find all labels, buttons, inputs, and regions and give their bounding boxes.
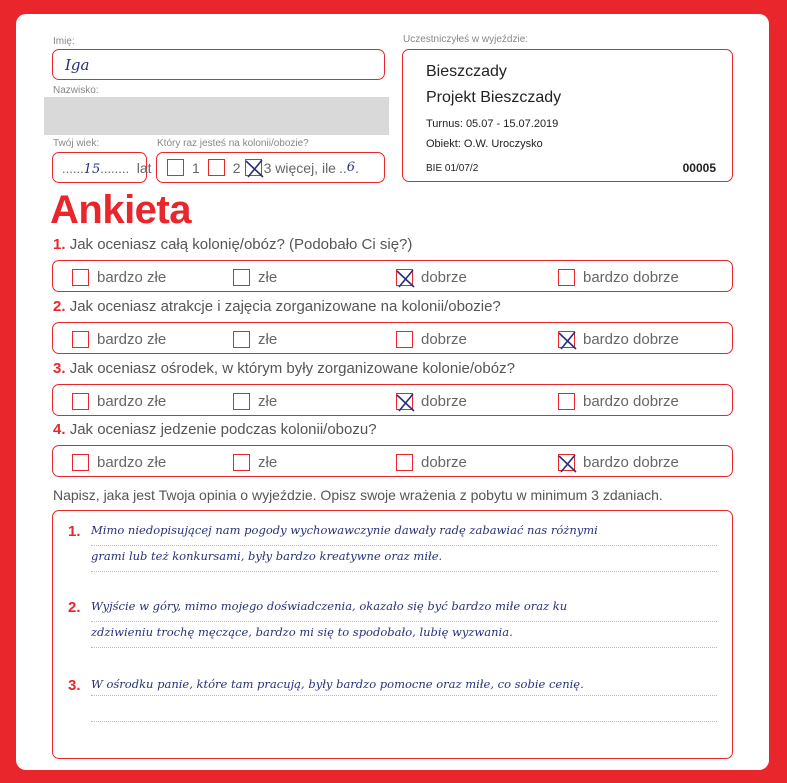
option-1[interactable]: [72, 267, 166, 287]
check-mark-icon: [557, 330, 578, 351]
question-2-options: [52, 322, 733, 354]
name-value: Iga: [65, 56, 90, 74]
age-field[interactable]: [52, 152, 152, 183]
option-4[interactable]: [558, 391, 679, 411]
answer-text: zdziwieniu trochę męczące, bardzo mi się to spodobało, lubię wyzwania.: [91, 625, 513, 639]
camp-ref: BIE 01/07/2: [426, 163, 479, 174]
camp-code: 00005: [682, 161, 716, 175]
option-1[interactable]: [72, 391, 166, 411]
option-checkbox[interactable]: [72, 454, 89, 471]
option-checkbox[interactable]: [396, 454, 413, 471]
survey-title: Ankieta: [50, 188, 191, 232]
option-4[interactable]: [558, 452, 679, 472]
option-2[interactable]: [233, 452, 277, 472]
answer-text: Wyjście w góry, mimo mojego doświadczenia, okazało się być bardzo miłe oraz ku: [91, 599, 568, 613]
name-field[interactable]: [52, 49, 385, 80]
option-checkbox[interactable]: [558, 331, 575, 348]
option-2[interactable]: [233, 267, 277, 287]
answer-line: [91, 571, 717, 572]
times-3-checkbox[interactable]: [245, 159, 262, 176]
times-count: 6: [346, 160, 356, 175]
check-mark-icon: [557, 453, 578, 474]
option-checkbox[interactable]: [558, 454, 575, 471]
answer-number: 3.: [68, 677, 81, 694]
age-value: 15: [83, 162, 101, 177]
question-2: [53, 298, 501, 315]
option-1[interactable]: [72, 452, 166, 472]
name-label: Imię:: [53, 36, 75, 47]
option-label: bardzo dobrze: [583, 453, 679, 471]
check-mark-icon: [395, 392, 416, 413]
option-3[interactable]: [396, 329, 467, 349]
question-text: Jak oceniasz całą kolonię/obóz? (Podobało Ci się?): [69, 236, 413, 253]
camp-project: Projekt Bieszczady: [426, 89, 562, 106]
option-label: bardzo złe: [97, 453, 167, 471]
question-4: [53, 421, 377, 438]
question-text: Jak oceniasz ośrodek, w którym były zorganizowane kolonie/obóz?: [69, 360, 515, 377]
option-checkbox[interactable]: [72, 331, 89, 348]
times-2-label: 2: [232, 159, 241, 176]
answer-number: 2.: [68, 599, 81, 616]
option-label: złe: [258, 330, 278, 348]
question-text: Jak oceniasz atrakcje i zajęcia zorganizowane na kolonii/obozie?: [69, 298, 501, 315]
option-2[interactable]: [233, 329, 277, 349]
option-label: dobrze: [421, 392, 467, 410]
surname-label: Nazwisko:: [53, 85, 99, 96]
times-1-checkbox[interactable]: [167, 159, 184, 176]
option-label: bardzo dobrze: [583, 392, 679, 410]
option-checkbox[interactable]: [233, 393, 250, 410]
question-number: 2.: [53, 298, 66, 315]
check-mark-icon: [395, 268, 416, 289]
question-1-options: [52, 260, 733, 292]
option-checkbox[interactable]: [396, 331, 413, 348]
option-checkbox[interactable]: [558, 269, 575, 286]
option-checkbox[interactable]: [233, 454, 250, 471]
camp-object: Obiekt: O.W. Uroczysko: [426, 138, 543, 150]
option-label: bardzo złe: [97, 330, 167, 348]
option-3[interactable]: [396, 267, 467, 287]
times-tail: .: [355, 159, 359, 176]
times-1-label: 1: [192, 159, 200, 176]
option-label: dobrze: [421, 268, 467, 286]
option-checkbox[interactable]: [72, 393, 89, 410]
answer-text: W ośrodku panie, które tam pracują, były bardzo pomocne oraz miłe, co sobie cenię.: [91, 677, 584, 691]
times-3-label: 3 więcej, ile: [263, 159, 336, 176]
camp-info-box: [402, 49, 733, 182]
camp-name: Bieszczady: [426, 63, 507, 80]
option-label: złe: [258, 392, 278, 410]
option-2[interactable]: [233, 391, 277, 411]
which-time-label: Który raz jesteś na kolonii/obozie?: [157, 138, 309, 149]
question-4-options: [52, 445, 733, 477]
option-1[interactable]: [72, 329, 166, 349]
question-3-options: [52, 384, 733, 416]
option-3[interactable]: [396, 452, 467, 472]
option-checkbox[interactable]: [233, 331, 250, 348]
option-checkbox[interactable]: [233, 269, 250, 286]
option-4[interactable]: [558, 329, 679, 349]
answer-text: grami lub też konkursami, były bardzo kreatywne oraz miłe.: [91, 549, 443, 563]
option-label: dobrze: [421, 330, 467, 348]
opinion-answer-box[interactable]: [52, 510, 733, 759]
question-3: [53, 360, 515, 377]
option-label: bardzo dobrze: [583, 268, 679, 286]
surname-redacted: [44, 97, 389, 135]
option-label: złe: [258, 453, 278, 471]
age-dots-after: ........: [100, 161, 130, 176]
option-label: dobrze: [421, 453, 467, 471]
age-dots-before: ......: [62, 161, 84, 176]
option-checkbox[interactable]: [558, 393, 575, 410]
times-2-checkbox[interactable]: [208, 159, 225, 176]
check-mark-icon: [244, 158, 265, 179]
age-unit: lat: [136, 160, 152, 176]
age-label: Twój wiek:: [53, 138, 100, 149]
option-label: złe: [258, 268, 278, 286]
option-checkbox[interactable]: [72, 269, 89, 286]
question-text: Jak oceniasz jedzenie podczas kolonii/obozu?: [69, 421, 377, 438]
option-label: bardzo złe: [97, 268, 167, 286]
answer-line: [91, 721, 717, 722]
question-1: [53, 236, 412, 253]
question-number: 1.: [53, 236, 66, 253]
answer-number: 1.: [68, 523, 81, 540]
option-label: bardzo dobrze: [583, 330, 679, 348]
answer-line: [91, 647, 717, 648]
participated-label: Uczestniczyłeś w wyjeździe:: [403, 34, 529, 45]
answer-text: Mimo niedopisującej nam pogody wychowawczynie dawały radę zabawiać nas różnymi: [91, 523, 598, 537]
option-checkbox[interactable]: [396, 269, 413, 286]
option-label: bardzo złe: [97, 392, 167, 410]
question-number: 4.: [53, 421, 66, 438]
opinion-instruction: Napisz, jaka jest Twoja opinia o wyjeździe. Opisz swoje wrażenia z pobytu w minimum 3 zdaniach.: [53, 487, 663, 503]
camp-turnus: Turnus: 05.07 - 15.07.2019: [426, 118, 559, 130]
option-4[interactable]: [558, 267, 679, 287]
which-time-field: [156, 152, 385, 183]
times-dots: ..: [338, 159, 347, 176]
option-checkbox[interactable]: [396, 393, 413, 410]
option-3[interactable]: [396, 391, 467, 411]
question-number: 3.: [53, 360, 66, 377]
